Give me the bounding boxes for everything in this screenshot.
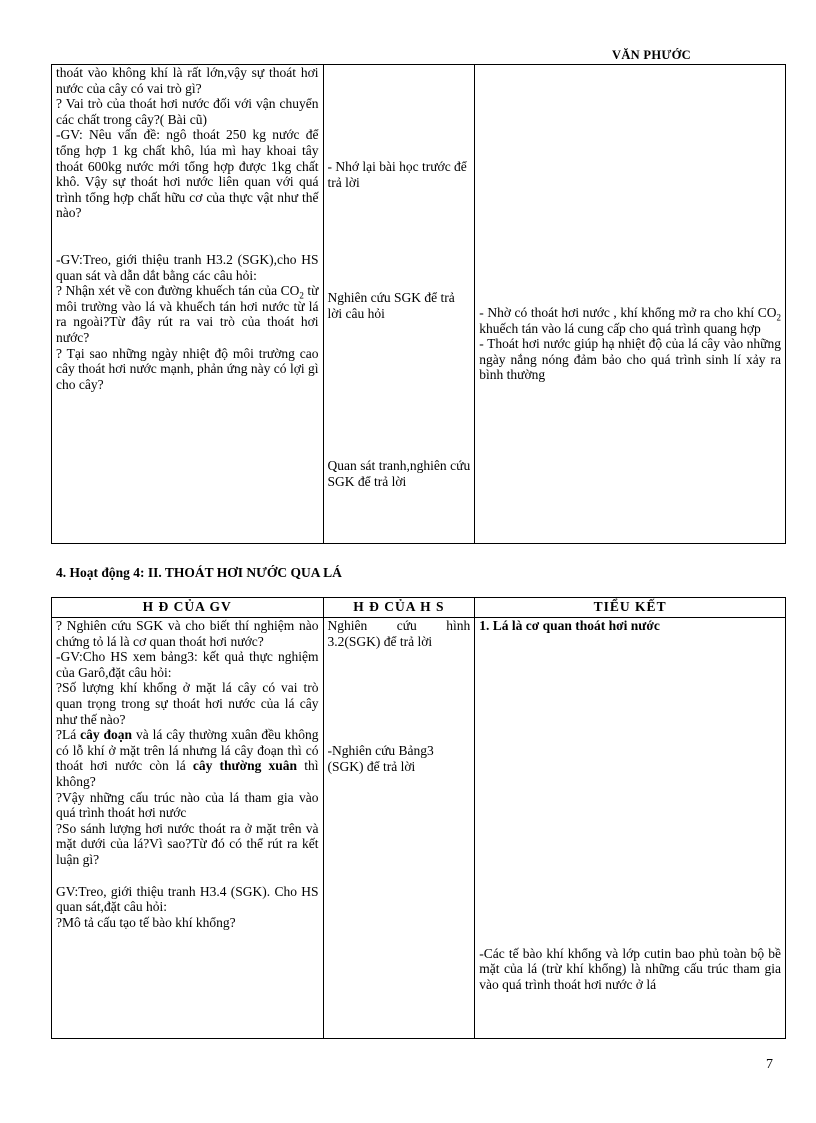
text-line: - Nhờ có thoát hơi nước , khí khổng mở ra cho khí $CO_2$ khuếch tán vào lá cung cấp cho quá trình quang hợp	[479, 305, 781, 336]
text-line: Nghiên cứu SGK để trả lời câu hỏi	[327, 290, 455, 321]
text-line: ? Vai trò của thoát hơi nước đối với vận chuyển các chất trong cây?( Bài cũ)	[56, 96, 319, 127]
text-line: - Thoát hơi nước giúp hạ nhiệt độ của lá cây vào những ngày nắng nóng đảm bảo cho quá trình sinh lí xảy ra bình thường	[479, 336, 781, 383]
teacher-activity-cell	[52, 618, 324, 1039]
table-row	[52, 65, 786, 544]
activity-table	[51, 597, 786, 1039]
text-line: -Nghiên cứu Bảng3 (SGK) để trả lời	[327, 743, 434, 774]
activity-table-continued	[51, 64, 786, 544]
text-line: -GV: Nêu vấn đề: ngô thoát 250 kg nước để tổng hợp 1 kg chất khô, lúa mì hay khoai tây thoát 600kg nước mới tổng hợp được 1kg chất khô. Vậy sự thoát hơi nước liên quan với quá trình tổng hợp chất hữu cơ của thực vật như thế nào?	[56, 127, 319, 221]
text-line: Quan sát tranh,nghiên cứu SGK để trả lời	[327, 458, 471, 489]
text-line: Nghiên cứu hình 3.2(SGK) để trả lời	[327, 618, 471, 649]
text-line: ?Số lượng khí khổng ở mặt lá cây có vai trò quan trọng trong sự thoát hơi nước của lá cây như thế nào?	[56, 680, 319, 727]
text-line: -GV:Treo, giới thiệu tranh H3.2 (SGK),cho HS quan sát và dẫn dắt bằng các câu hỏi:	[56, 251, 319, 283]
summary-title: 1. Lá là cơ quan thoát hơi nước	[479, 618, 660, 633]
text-line: -Các tế bào khí khổng và lớp cutin bao phủ toàn bộ bề mặt của lá (trừ khí khổng) là những cấu trúc tham gia vào quá trình thoát hơi nước ở lá	[479, 945, 781, 992]
column-header: TIỂU KẾT	[475, 598, 786, 618]
text-line: GV:Treo, giới thiệu tranh H3.4 (SGK). Cho HS quan sát,đặt câu hỏi:	[56, 883, 319, 915]
summary-cell	[475, 618, 786, 1039]
table-header-row	[52, 598, 786, 618]
text-line: thoát vào không khí là rất lớn,vậy sự thoát hơi nước của cây có vai trò gì?	[56, 65, 319, 96]
student-activity-cell	[323, 618, 475, 1039]
text-line: ? Tại sao những ngày nhiệt độ môi trường cao cây thoát hơi nước mạnh, phản ứng này có lợi gì cho cây?	[56, 345, 319, 392]
text-line: ?Mô tả cấu tạo tế bào khí khổng?	[56, 914, 236, 930]
summary-cell	[475, 65, 786, 544]
text-line: - Nhớ lại bài học trước để trả lời	[327, 159, 467, 190]
column-header: H Đ CỦA H S	[323, 598, 475, 618]
section-heading: 4. Hoạt động 4: II. THOÁT HƠI NƯỚC QUA LÁ	[56, 565, 342, 580]
text-line: -GV:Cho HS xem bảng3: kết quả thực nghiệm của Garô,đặt câu hỏi:	[56, 649, 319, 680]
text-line: ? Nhận xét về con đường khuếch tán của $CO_2$ từ môi trường vào lá và khuếch tán hơi nước từ lá ra ngoài?Từ đây rút ra vai trò của thoát hơi nước?	[56, 283, 319, 345]
text-line: ?Vậy những cấu trúc nào của lá tham gia vào quá trình thoát hơi nước	[56, 789, 319, 821]
column-header: H Đ CỦA GV	[52, 598, 324, 618]
table-row	[52, 618, 786, 1039]
teacher-activity-cell	[52, 65, 324, 544]
student-activity-cell	[323, 65, 475, 544]
text-line: ?So sánh lượng hơi nước thoát ra ở mặt trên và mặt dưới của lá?Vì sao?Từ đó có thể rút ra kết luận gì?	[56, 820, 319, 867]
page-number: 7	[766, 1057, 773, 1072]
text-line: ?Lá cây đoạn và lá cây thường xuân đều không có lỗ khí ở mặt trên lá nhưng lá cây đoạn thì có thoát hơi nước còn lá cây thường xuân thì không?	[56, 727, 319, 789]
header-author: VĂN PHƯỚC	[612, 48, 691, 62]
text-line: ? Nghiên cứu SGK và cho biết thí nghiệm nào chứng tỏ lá là cơ quan thoát hơi nước?	[56, 618, 319, 649]
